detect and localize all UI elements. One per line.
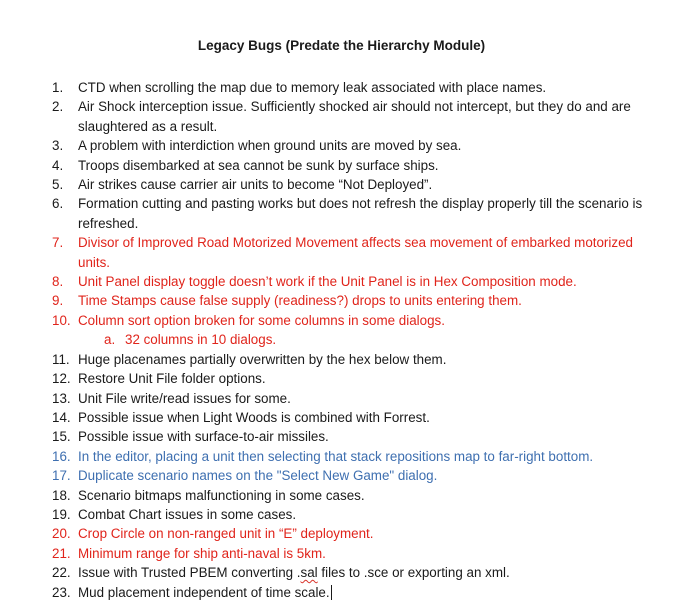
list-item [0,272,683,291]
item-number: 12. [52,371,71,387]
item-text: Mud placement independent of time scale. [78,584,330,600]
item-number: 3. [52,138,64,154]
item-text: Huge placenames partially overwritten by the hex below them. [78,351,447,367]
item-number: 5. [52,177,64,193]
item-text: Issue with Trusted PBEM converting .sal files to .sce or exporting an xml. [78,565,510,581]
list-item [0,175,683,194]
list-item [0,544,683,563]
list-item [0,156,683,175]
item-number: 4. [52,157,64,173]
item-text: 32 columns in 10 dialogs. [125,332,277,348]
item-text: Air Shock interception issue. Sufficiently shocked air should not intercept, but they do and are slaughtered as a result. [78,99,631,134]
item-number: 11. [52,351,70,367]
item-text: Possible issue with surface-to-air missiles. [78,429,329,445]
item-text: Duplicate scenario names on the "Select New Game" dialog. [78,468,438,484]
item-number: 1. [52,80,64,95]
list-item [0,563,683,582]
item-text: CTD when scrolling the map due to memory leak associated with place names. [78,80,547,95]
item-number: 15. [52,429,71,445]
bug-list [0,78,683,602]
list-item [0,505,683,524]
item-number: 7. [52,235,64,251]
item-text: Divisor of Improved Road Motorized Movement affects sea movement of embarked motorized units. [78,235,633,270]
item-number: 19. [52,506,71,522]
item-number: 10. [52,312,71,328]
list-item [0,466,683,485]
list-item [0,427,683,446]
item-number: 21. [52,545,71,561]
item-number: 18. [52,487,71,503]
item-number: 9. [52,293,64,309]
item-number: 14. [52,409,71,425]
list-item [0,233,683,272]
list-item [0,311,683,330]
item-number: a. [104,332,116,348]
item-text: In the editor, placing a unit then selecting that stack repositions map to far-right bottom. [78,448,594,464]
item-text: Minimum range for ship anti-naval is 5km. [78,545,326,561]
item-number: 13. [52,390,71,406]
spellcheck-underline: sal [300,565,318,581]
list-item [0,369,683,388]
list-item [0,389,683,408]
list-item [0,486,683,505]
item-text: A problem with interdiction when ground units are moved by sea. [78,138,462,154]
item-text: Restore Unit File folder options. [78,371,266,387]
item-number: 8. [52,274,64,290]
text-cursor [331,585,332,600]
item-text: Formation cutting and pasting works but does not refresh the display properly till the scenario is refreshed. [78,196,643,231]
list-item [0,78,683,97]
list-item [0,136,683,155]
item-text: Unit File write/read issues for some. [78,390,291,406]
item-text: Unit Panel display toggle doesn’t work if the Unit Panel is in Hex Composition mode. [78,274,577,290]
item-number: 17. [52,468,71,484]
list-item [0,291,683,310]
item-text: Crop Circle on non-ranged unit in “E” deployment. [78,526,374,542]
item-text: Scenario bitmaps malfunctioning in some cases. [78,487,365,503]
item-number: 2. [52,99,64,115]
item-number: 16. [52,448,71,464]
list-item [0,408,683,427]
list-item [0,97,683,136]
item-text: Time Stamps cause false supply (readiness?) drops to units entering them. [78,293,522,309]
list-item [0,194,683,233]
item-number: 20. [52,526,71,542]
item-number: 6. [52,196,64,212]
list-item [0,350,683,369]
item-number: 22. [52,565,71,581]
list-item [0,524,683,543]
document-title: Legacy Bugs (Predate the Hierarchy Module) [197,38,486,53]
item-text: Troops disembarked at sea cannot be sunk by surface ships. [78,157,439,173]
list-item [0,447,683,466]
list-item [0,583,683,602]
item-text: Column sort option broken for some columns in some dialogs. [78,312,445,328]
list-subitem [0,330,683,349]
item-text: Combat Chart issues in some cases. [78,506,297,522]
item-text: Possible issue when Light Woods is combined with Forrest. [78,409,430,425]
item-number: 23. [52,584,71,600]
item-text: Air strikes cause carrier air units to become “Not Deployed”. [78,177,433,193]
